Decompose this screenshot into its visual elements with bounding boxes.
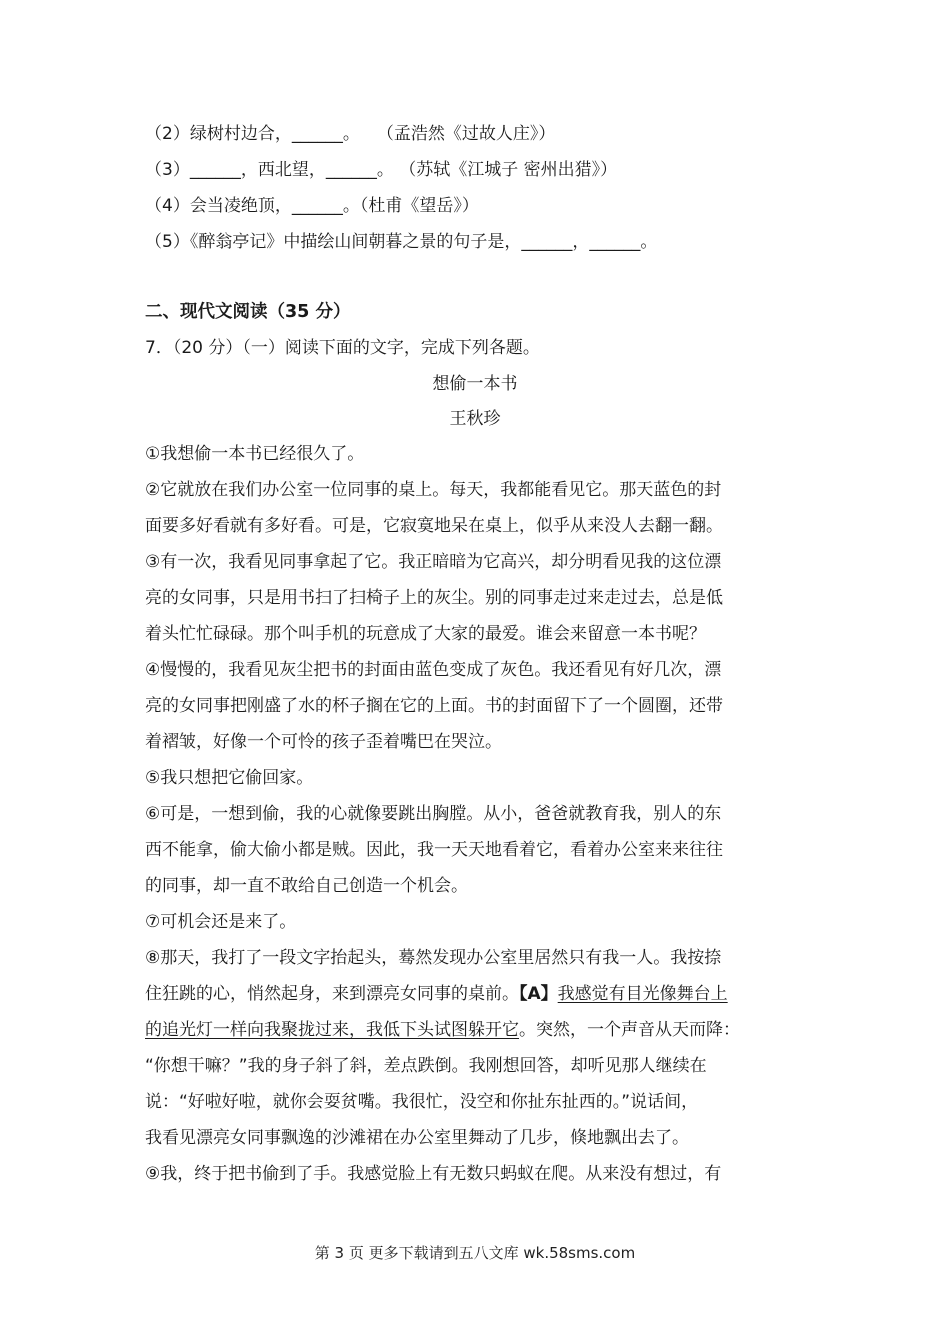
article-author: 王秋珍 xyxy=(449,409,501,429)
article-text: 住狂跳的心，悄然起身，来到漂亮女同事的桌前。 xyxy=(145,984,519,1004)
article-line: ⑤我只想把它偷回家。 xyxy=(145,768,314,788)
article-line: ⑦可机会还是来了。 xyxy=(145,912,297,932)
article-line xyxy=(145,982,810,1006)
section-heading: 二、现代文阅读（35 分） xyxy=(145,302,351,322)
underlined-sentence: 的追光灯一样向我聚拢过来，我低下头试图躲开它 xyxy=(145,1020,519,1040)
article-line: “你想干嘛？”我的身子斜了斜，差点跌倒。我刚想回答，却听见那人继续在 xyxy=(145,1056,707,1076)
article-line: 着褶皱，好像一个可怜的孩子歪着嘴巴在哭泣。 xyxy=(145,732,502,752)
page-footer: 第 3 页 更多下载请到五八文库 wk.58sms.com xyxy=(314,1244,636,1262)
underlined-sentence: 我感觉有目光像舞台上 xyxy=(557,984,728,1004)
poem-item-2: （2）绿树村边合，______。 （孟浩然《过故人庄》） xyxy=(145,124,556,144)
article-line: 西不能拿，偷大偷小都是贼。因此，我一天天地看着它，看着办公室来来往往 xyxy=(145,840,723,860)
article-line: 的同事，却一直不敢给自己创造一个机会。 xyxy=(145,876,468,896)
article-title: 想偷一本书 xyxy=(432,374,518,394)
article-text: 。突然，一个声音从天而降： xyxy=(519,1020,740,1040)
article-line: 面要多好看就有多好看。可是，它寂寞地呆在桌上，似乎从来没人去翻一翻。 xyxy=(145,516,723,536)
article-line: 说：“好啦好啦，就你会耍贫嘴。我很忙，没空和你扯东扯西的。”说话间， xyxy=(145,1092,699,1112)
article-line xyxy=(145,1018,810,1042)
article-line: ⑨我，终于把书偷到了手。我感觉脸上有无数只蚂蚁在爬。从来没有想过，有 xyxy=(145,1164,722,1184)
article-line: 我看见漂亮女同事飘逸的沙滩裙在办公室里舞动了几步，倏地飘出去了。 xyxy=(145,1128,689,1148)
article-line: ⑧那天，我打了一段文字抬起头，蓦然发现办公室里居然只有我一人。我按捺 xyxy=(145,948,722,968)
article-line: 亮的女同事，只是用书扫了扫椅子上的灰尘。别的同事走过来走过去，总是低 xyxy=(145,588,723,608)
poem-item-4: （4）会当凌绝顶，______。（杜甫《望岳》） xyxy=(145,196,479,216)
marker-a: 【A】 xyxy=(519,984,558,1004)
article-line: 着头忙忙碌碌。那个叫手机的玩意成了大家的最爱。谁会来留意一本书呢？ xyxy=(145,624,706,644)
article-line: ②它就放在我们办公室一位同事的桌上。每天，我都能看见它。那天蓝色的封 xyxy=(145,480,722,500)
question-7-prompt: 7．（20 分）（一）阅读下面的文字，完成下列各题。 xyxy=(145,338,540,358)
article-line: 亮的女同事把刚盛了水的杯子搁在它的上面。书的封面留下了一个圆圈，还带 xyxy=(145,696,723,716)
article-line: ⑥可是，一想到偷，我的心就像要跳出胸膛。从小，爸爸就教育我，别人的东 xyxy=(145,804,722,824)
article-line: ③有一次，我看见同事拿起了它。我正暗暗为它高兴，却分明看见我的这位漂 xyxy=(145,552,722,572)
article-line: ①我想偷一本书已经很久了。 xyxy=(145,444,365,464)
article-line: ④慢慢的，我看见灰尘把书的封面由蓝色变成了灰色。我还看见有好几次，漂 xyxy=(145,660,722,680)
poem-item-5: （5）《醉翁亭记》中描绘山间朝暮之景的句子是，______，______。 xyxy=(145,232,658,252)
poem-item-3: （3）______，西北望，______。 （苏轼《江城子 密州出猎》） xyxy=(145,160,618,180)
